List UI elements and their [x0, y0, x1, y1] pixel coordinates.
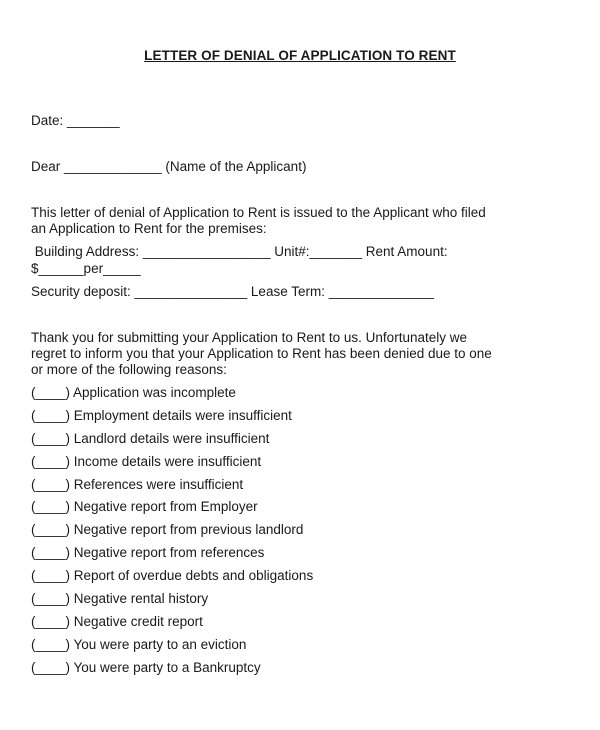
reason-item: (____) Employment details were insufficient [31, 408, 292, 423]
reason-item: (____) Negative rental history [31, 591, 209, 606]
rent-line: $______per_____ [31, 261, 141, 276]
salutation-line: Dear _____________ (Name of the Applicant) [31, 159, 307, 174]
reason-item: (____) Negative report from Employer [31, 499, 258, 514]
reason-item: (____) Negative report from references [31, 545, 265, 560]
reason-item: (____) You were party to an eviction [31, 637, 247, 652]
document-title: LETTER OF DENIAL OF APPLICATION TO RENT [144, 48, 456, 63]
thanks-line-2: regret to inform you that your Application to Rent has been denied due to one [31, 346, 492, 361]
date-line: Date: _______ [31, 113, 120, 128]
security-deposit-line: Security deposit: _______________ Lease Term: ______________ [31, 284, 434, 299]
reason-item: (____) Income details were insufficient [31, 454, 262, 469]
building-address-line: Building Address: _________________ Unit#:_______ Rent Amount: [31, 244, 448, 259]
reason-item: (____) Negative report from previous landlord [31, 522, 304, 537]
reason-item: (____) References were insufficient [31, 477, 244, 492]
thanks-line-1: Thank you for submitting your Application to Rent to us. Unfortunately we [31, 330, 467, 345]
thanks-line-3: or more of the following reasons: [31, 362, 227, 377]
intro-line-2: an Application to Rent for the premises: [31, 221, 267, 236]
reason-item: (____) Report of overdue debts and obligations [31, 568, 314, 583]
intro-line-1: This letter of denial of Application to Rent is issued to the Applicant who filed [31, 205, 486, 220]
reason-item: (____) Negative credit report [31, 614, 203, 629]
reason-item: (____) You were party to a Bankruptcy [31, 660, 261, 675]
reason-item: (____) Application was incomplete [31, 385, 236, 400]
reason-item: (____) Landlord details were insufficient [31, 431, 270, 446]
